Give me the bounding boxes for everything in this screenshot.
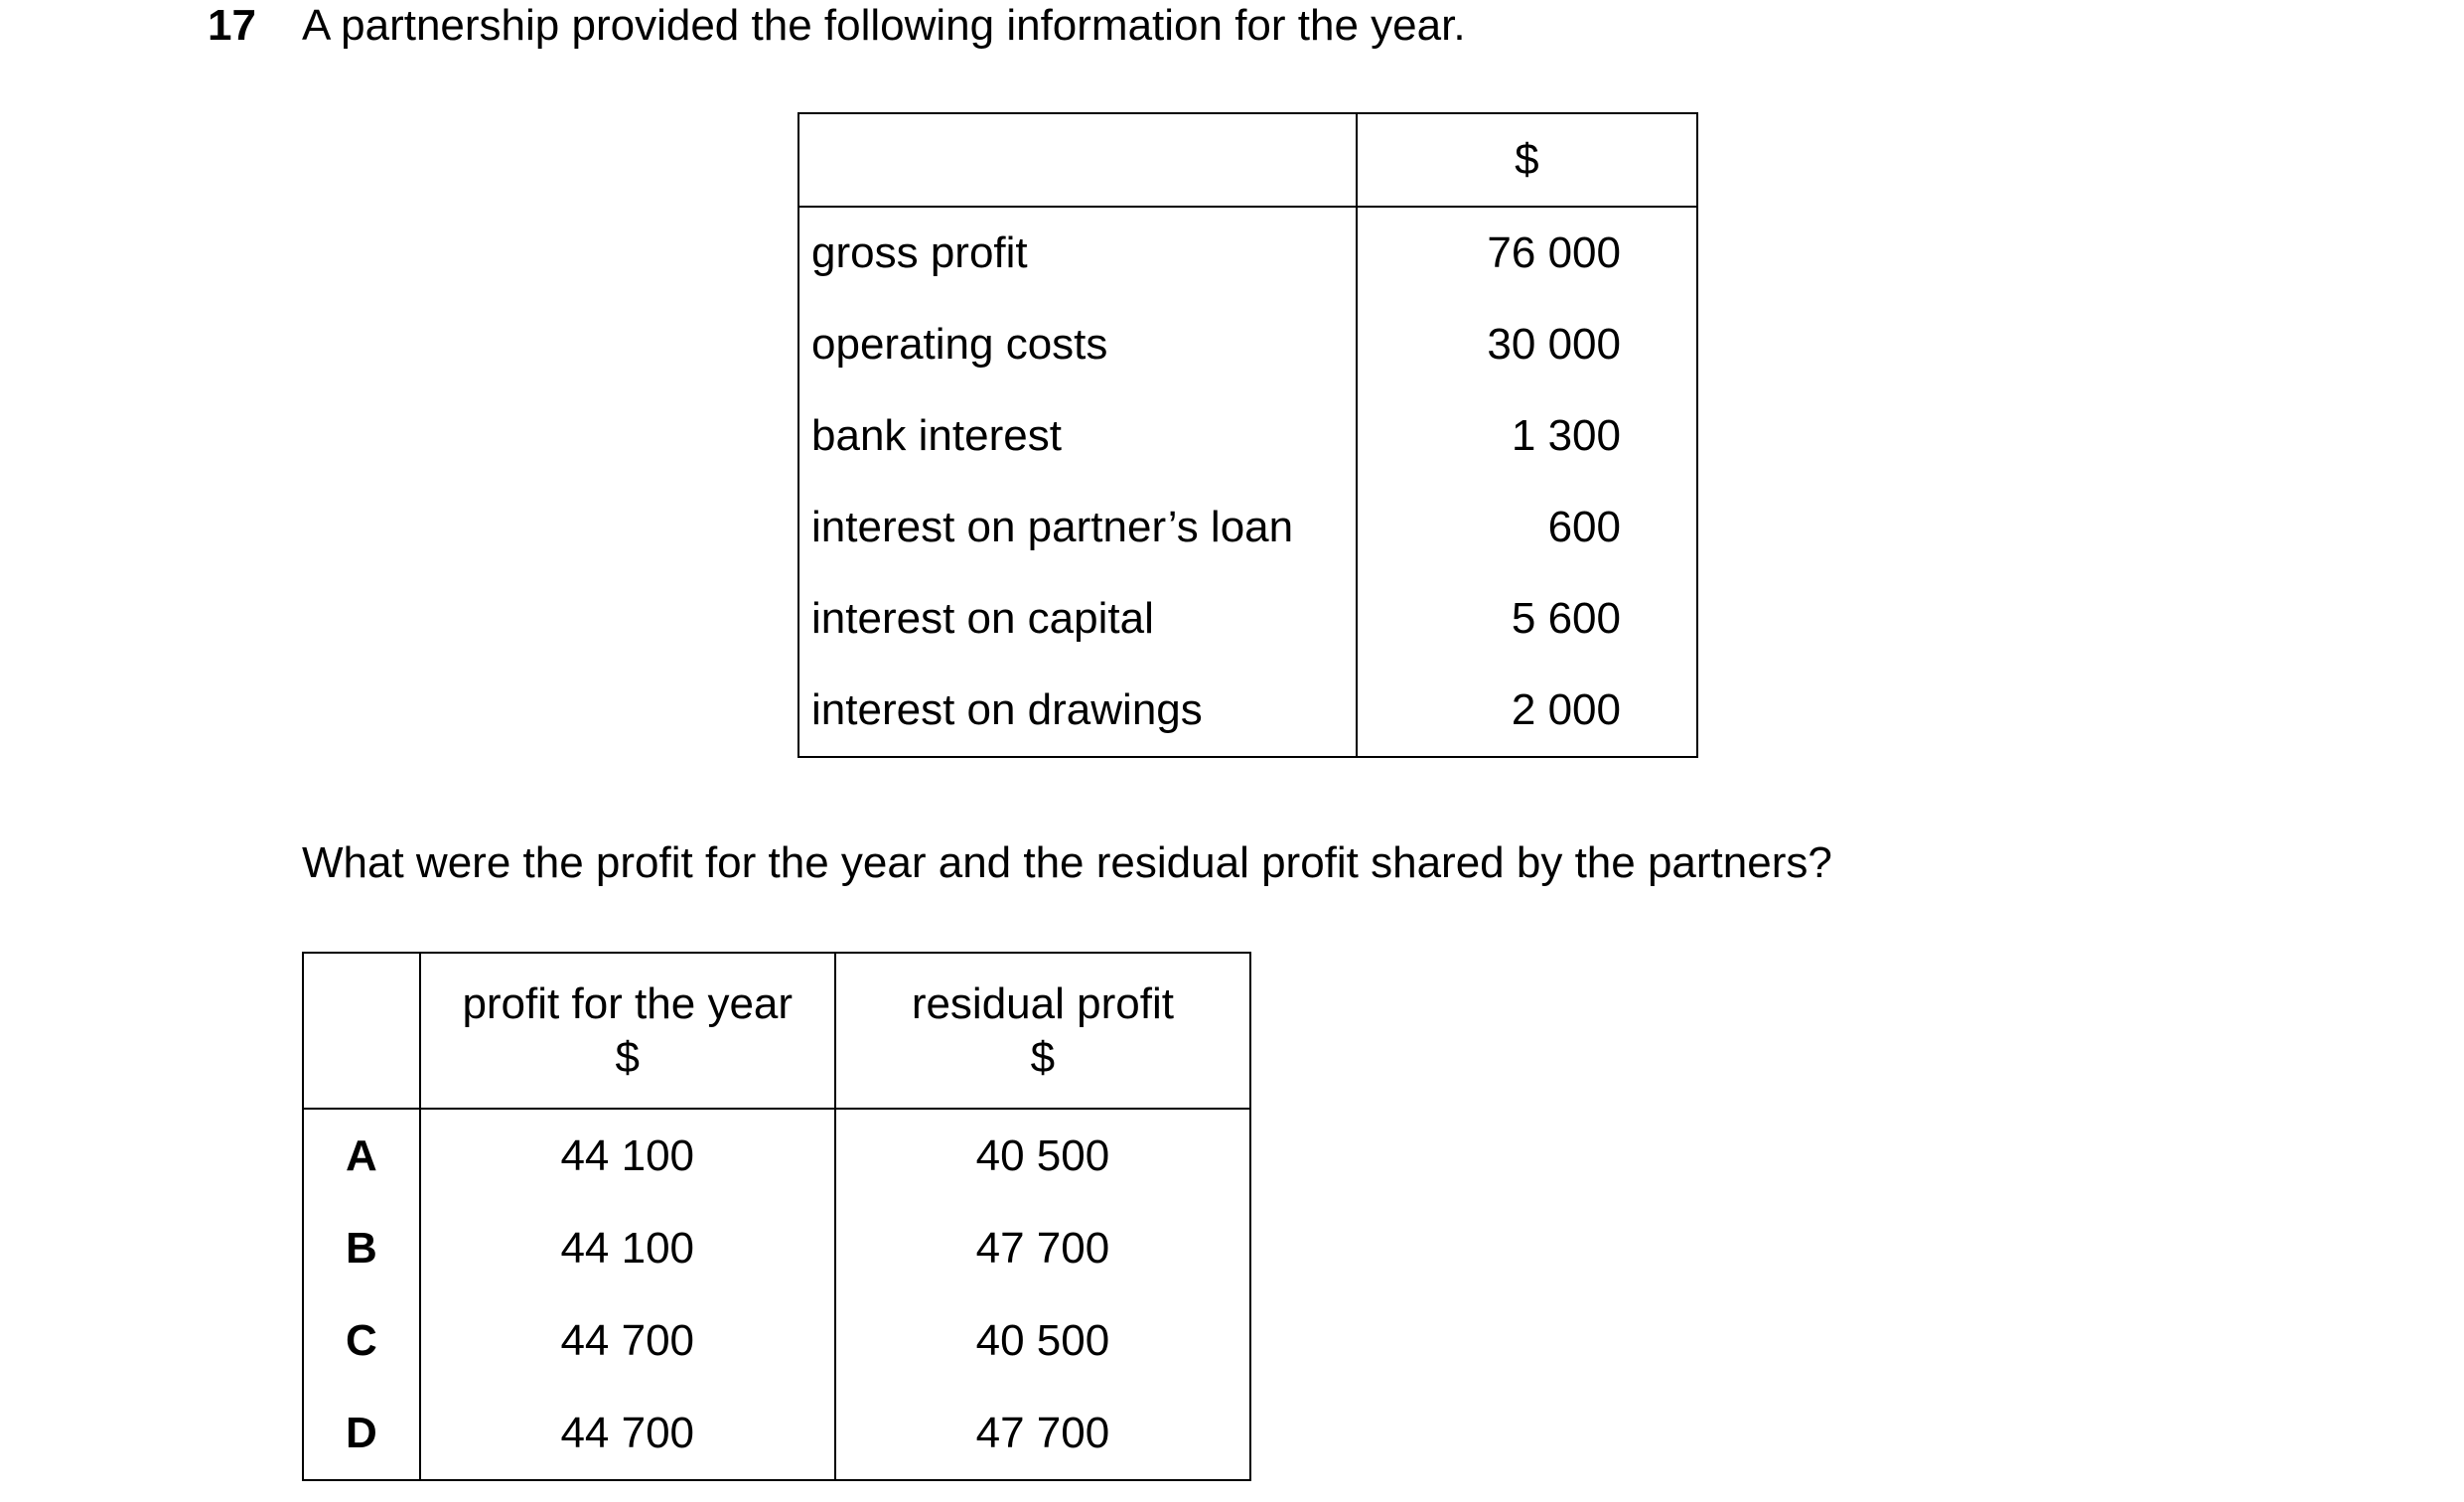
information-item-value: 1 300 [1357,390,1697,482]
information-item-value: 600 [1357,482,1697,573]
information-item-label: interest on drawings [798,665,1357,757]
information-item-value: 76 000 [1357,207,1697,299]
information-item-label: operating costs [798,299,1357,390]
residual-column-header [835,953,1250,1109]
residual-header-currency: $ [1030,1032,1056,1082]
answer-options-table [302,952,1251,1481]
option-profit-value: 44 700 [420,1294,835,1387]
information-row [798,482,1697,573]
option-residual-value: 40 500 [835,1294,1250,1387]
option-profit-value: 44 700 [420,1387,835,1480]
information-item-label: gross profit [798,207,1357,299]
profit-header-title: profit for the year [462,978,794,1028]
answer-option-row[interactable] [303,1202,1250,1294]
information-row [798,207,1697,299]
option-profit-value: 44 100 [420,1202,835,1294]
information-item-label: interest on partner’s loan [798,482,1357,573]
option-residual-value: 47 700 [835,1202,1250,1294]
profit-column-header [420,953,835,1109]
information-row [798,665,1697,757]
answer-option-row[interactable] [303,1109,1250,1202]
question-stem: A partnership provided the following information for the year. [302,1,1466,50]
information-row [798,299,1697,390]
information-item-value: 5 600 [1357,573,1697,665]
option-letter-header [303,953,420,1109]
information-row [798,390,1697,482]
information-header-label [798,113,1357,207]
information-header-currency: $ [1357,113,1697,207]
residual-header-title: residual profit [911,978,1174,1028]
option-residual-value: 40 500 [835,1109,1250,1202]
profit-header-currency: $ [615,1032,640,1082]
option-letter[interactable]: D [303,1387,420,1480]
option-letter[interactable]: C [303,1294,420,1387]
option-profit-value: 44 100 [420,1109,835,1202]
answer-option-row[interactable] [303,1294,1250,1387]
information-table [797,112,1698,758]
question-number: 17 [208,1,256,50]
question-prompt: What were the profit for the year and the residual profit shared by the partners? [302,838,1832,887]
option-letter[interactable]: B [303,1202,420,1294]
information-item-value: 2 000 [1357,665,1697,757]
information-table-header [798,113,1697,207]
information-item-label: interest on capital [798,573,1357,665]
information-item-label: bank interest [798,390,1357,482]
answer-option-row[interactable] [303,1387,1250,1480]
answer-options-header [303,953,1250,1109]
option-residual-value: 47 700 [835,1387,1250,1480]
information-row [798,573,1697,665]
option-letter[interactable]: A [303,1109,420,1202]
information-item-value: 30 000 [1357,299,1697,390]
